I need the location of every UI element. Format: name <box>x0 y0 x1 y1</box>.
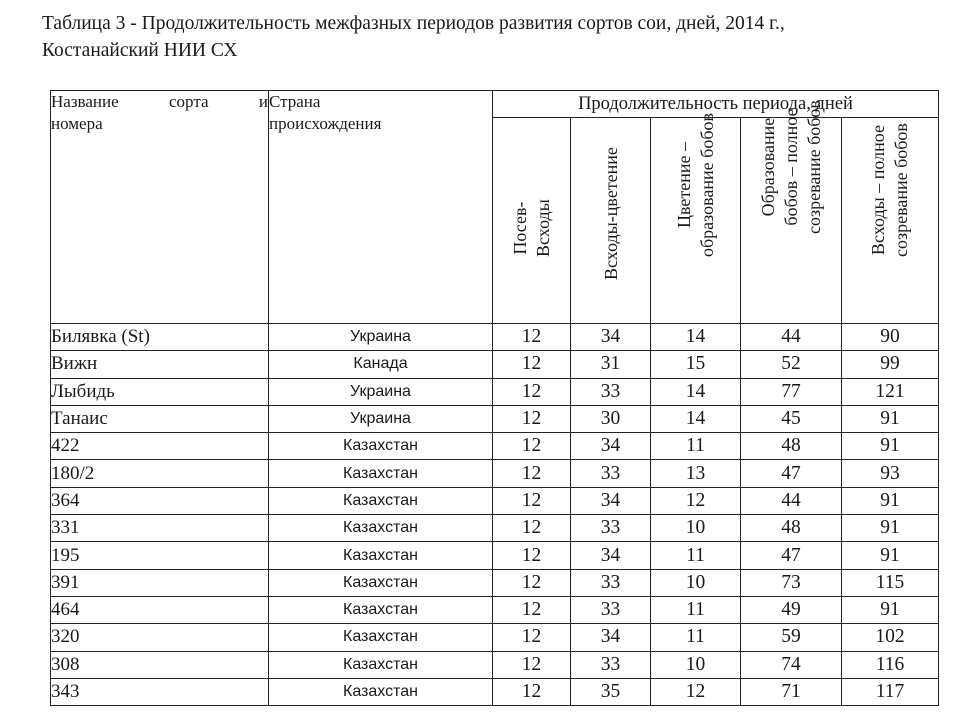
header-country-line-2: происхождения <box>269 114 382 133</box>
emergence-flowering-days: 34 <box>571 433 651 460</box>
emergence-flowering-days: 33 <box>571 569 651 596</box>
variety-country: Казахстан <box>269 487 493 514</box>
emergence-maturity-days: 121 <box>842 378 939 405</box>
sowing-emergence-days: 12 <box>493 324 571 351</box>
table-row <box>51 487 939 514</box>
variety-name: 180/2 <box>51 460 269 487</box>
pod-maturity-days: 44 <box>741 324 842 351</box>
flowering-pod-days: 10 <box>651 651 741 678</box>
flowering-pod-days: 15 <box>651 351 741 378</box>
variety-country: Казахстан <box>269 651 493 678</box>
table-row <box>51 624 939 651</box>
emergence-maturity-days: 115 <box>842 569 939 596</box>
emergence-maturity-days: 91 <box>842 487 939 514</box>
table-row <box>51 596 939 623</box>
table-row <box>51 515 939 542</box>
header-variety-name <box>51 91 269 324</box>
table-row <box>51 651 939 678</box>
table-row <box>51 678 939 705</box>
pod-maturity-days: 45 <box>741 405 842 432</box>
emergence-flowering-days: 34 <box>571 624 651 651</box>
emergence-maturity-days: 91 <box>842 542 939 569</box>
header-country <box>269 91 493 324</box>
pod-maturity-days: 49 <box>741 596 842 623</box>
table-body <box>51 324 939 706</box>
header-name-word-3: и <box>258 92 268 111</box>
sowing-emergence-days: 12 <box>493 460 571 487</box>
table-row <box>51 324 939 351</box>
header-sub-1-line-1: Посев- <box>509 201 530 255</box>
pod-maturity-days: 48 <box>741 433 842 460</box>
header-pod-formation-maturity <box>741 100 842 324</box>
header-sub-4-line-3: созревание бобов <box>804 100 824 234</box>
variety-country: Казахстан <box>269 678 493 705</box>
sowing-emergence-days: 12 <box>493 569 571 596</box>
variety-name: 364 <box>51 487 269 514</box>
flowering-pod-days: 12 <box>651 678 741 705</box>
header-sub-4-line-1: Образование <box>758 117 778 217</box>
pod-maturity-days: 73 <box>741 569 842 596</box>
header-emergence-flowering <box>571 118 651 324</box>
flowering-pod-days: 10 <box>651 569 741 596</box>
header-sub-5-line-2: созревание бобов <box>891 123 911 257</box>
emergence-flowering-days: 34 <box>571 542 651 569</box>
sowing-emergence-days: 12 <box>493 651 571 678</box>
variety-country: Казахстан <box>269 542 493 569</box>
table-row <box>51 433 939 460</box>
flowering-pod-days: 14 <box>651 405 741 432</box>
emergence-maturity-days: 116 <box>842 651 939 678</box>
table-row <box>51 542 939 569</box>
flowering-pod-days: 13 <box>651 460 741 487</box>
emergence-flowering-days: 30 <box>571 405 651 432</box>
pod-maturity-days: 44 <box>741 487 842 514</box>
sowing-emergence-days: 12 <box>493 351 571 378</box>
emergence-flowering-days: 33 <box>571 460 651 487</box>
variety-name: 391 <box>51 569 269 596</box>
header-sub-2-line-1: Всходы-цветение <box>600 147 621 280</box>
flowering-pod-days: 11 <box>651 596 741 623</box>
emergence-maturity-days: 91 <box>842 596 939 623</box>
pod-maturity-days: 71 <box>741 678 842 705</box>
pod-maturity-days: 59 <box>741 624 842 651</box>
variety-name: Танаис <box>51 405 269 432</box>
variety-name: 308 <box>51 651 269 678</box>
pod-maturity-days: 47 <box>741 542 842 569</box>
sowing-emergence-days: 12 <box>493 405 571 432</box>
pod-maturity-days: 74 <box>741 651 842 678</box>
flowering-pod-days: 11 <box>651 542 741 569</box>
variety-country: Казахстан <box>269 569 493 596</box>
variety-name: 464 <box>51 596 269 623</box>
table-row <box>51 460 939 487</box>
sowing-emergence-days: 12 <box>493 378 571 405</box>
emergence-flowering-days: 31 <box>571 351 651 378</box>
sowing-emergence-days: 12 <box>493 624 571 651</box>
variety-name: Вижн <box>51 351 269 378</box>
variety-country: Украина <box>269 405 493 432</box>
variety-country: Казахстан <box>269 596 493 623</box>
header-sub-1-line-2: Всходы <box>532 199 553 257</box>
caption-line-1: Таблица 3 - Продолжительность межфазных периодов развития сортов сои, дней, 2014 г., <box>42 13 785 34</box>
flowering-pod-days: 11 <box>651 624 741 651</box>
sowing-emergence-days: 12 <box>493 678 571 705</box>
sowing-emergence-days: 12 <box>493 433 571 460</box>
header-country-line-1: Страна <box>269 92 321 111</box>
caption-line-2: Костанайский НИИ СХ <box>42 40 238 61</box>
variety-country: Казахстан <box>269 433 493 460</box>
variety-name: 422 <box>51 433 269 460</box>
variety-country: Казахстан <box>269 460 493 487</box>
table-row <box>51 378 939 405</box>
variety-country: Канада <box>269 351 493 378</box>
header-sub-5-line-1: Всходы – полное <box>868 125 888 256</box>
variety-name: 195 <box>51 542 269 569</box>
sowing-emergence-days: 12 <box>493 515 571 542</box>
sowing-emergence-days: 12 <box>493 542 571 569</box>
flowering-pod-days: 12 <box>651 487 741 514</box>
sowing-emergence-days: 12 <box>493 487 571 514</box>
variety-country: Украина <box>269 324 493 351</box>
header-name-word-2: сорта <box>169 92 209 111</box>
table-row <box>51 569 939 596</box>
table-row <box>51 351 939 378</box>
emergence-flowering-days: 35 <box>571 678 651 705</box>
header-sub-4-line-2: бобов – полное <box>781 108 801 226</box>
emergence-flowering-days: 34 <box>571 324 651 351</box>
flowering-pod-days: 11 <box>651 433 741 460</box>
header-flowering-pod-formation <box>651 113 741 324</box>
soy-periods-table <box>50 90 939 706</box>
flowering-pod-days: 14 <box>651 378 741 405</box>
pod-maturity-days: 48 <box>741 515 842 542</box>
variety-country: Казахстан <box>269 515 493 542</box>
emergence-maturity-days: 91 <box>842 433 939 460</box>
emergence-flowering-days: 34 <box>571 487 651 514</box>
header-sub-3-line-2: образование бобов <box>696 113 717 257</box>
emergence-maturity-days: 90 <box>842 324 939 351</box>
header-emergence-maturity <box>842 118 939 324</box>
emergence-maturity-days: 91 <box>842 515 939 542</box>
header-sowing-emergence <box>493 118 571 324</box>
sowing-emergence-days: 12 <box>493 596 571 623</box>
variety-country: Украина <box>269 378 493 405</box>
table-row <box>51 405 939 432</box>
pod-maturity-days: 52 <box>741 351 842 378</box>
pod-maturity-days: 47 <box>741 460 842 487</box>
header-name-word-1: Название <box>51 92 119 111</box>
header-sub-3-line-1: Цветение – <box>673 142 694 229</box>
emergence-maturity-days: 102 <box>842 624 939 651</box>
emergence-maturity-days: 91 <box>842 405 939 432</box>
variety-country: Казахстан <box>269 624 493 651</box>
emergence-flowering-days: 33 <box>571 378 651 405</box>
emergence-maturity-days: 117 <box>842 678 939 705</box>
emergence-maturity-days: 93 <box>842 460 939 487</box>
flowering-pod-days: 14 <box>651 324 741 351</box>
variety-name: 343 <box>51 678 269 705</box>
emergence-flowering-days: 33 <box>571 651 651 678</box>
variety-name: Билявка (St) <box>51 324 269 351</box>
variety-name: 320 <box>51 624 269 651</box>
header-name-line-2: номера <box>51 114 103 133</box>
emergence-flowering-days: 33 <box>571 515 651 542</box>
table-caption <box>42 10 962 64</box>
variety-name: 331 <box>51 515 269 542</box>
header-period-duration: Продолжительность периода, дней <box>493 91 939 118</box>
emergence-flowering-days: 33 <box>571 596 651 623</box>
emergence-maturity-days: 99 <box>842 351 939 378</box>
pod-maturity-days: 77 <box>741 378 842 405</box>
flowering-pod-days: 10 <box>651 515 741 542</box>
variety-name: Лыбидь <box>51 378 269 405</box>
